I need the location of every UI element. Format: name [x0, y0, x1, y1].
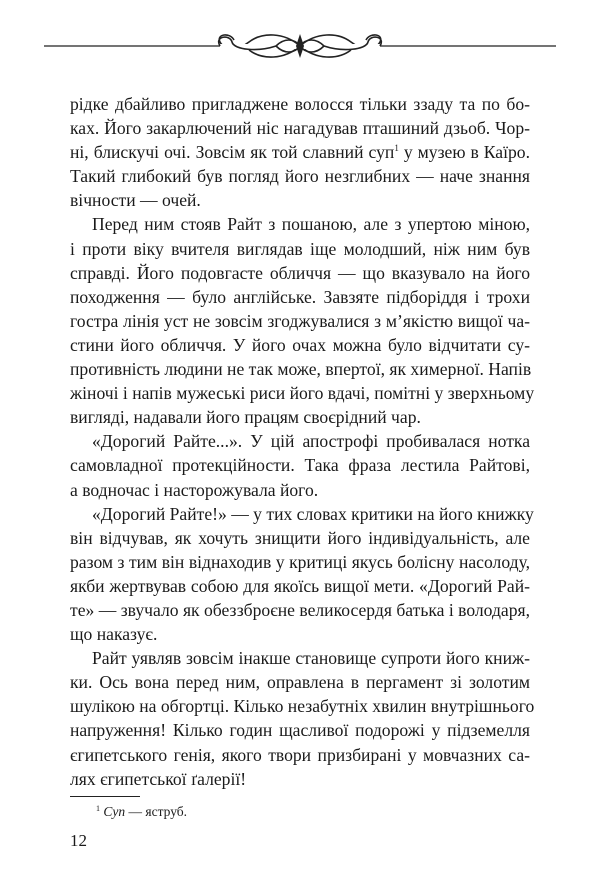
page-number: 12	[70, 831, 87, 850]
text-line: походження — було англійське. Завзяте підборіддя і трохи	[70, 286, 530, 307]
text-line: шулікою на обгортці. Кілько незабутніх хвилин внутрішнього	[70, 696, 535, 717]
paragraph	[70, 92, 530, 212]
text-line: ках. Його закарлючений ніс нагадував пташиний дзьоб. Чор-	[70, 118, 530, 139]
text-line: стини його обличчя. У його очах можна було відчитати су-	[70, 334, 530, 355]
header-ornament	[44, 28, 556, 64]
paragraph	[70, 502, 534, 647]
text-line: те» — звучало як обеззброєне великосердя батька і володаря,	[70, 599, 530, 620]
text-line: вигляді, надавали його працям своєрідний чар.	[70, 407, 421, 428]
text-segment: ні, блискучі очі. Зовсім як той славний суп	[70, 142, 395, 163]
text-line: Райт уявляв зовсім інакше становище супроти його книж-	[92, 648, 530, 669]
text-line: що наказує.	[70, 624, 158, 645]
footnote-mark: 1	[96, 804, 100, 813]
text-line: єгипетського генія, якого твори призбирані у мовчазних са-	[70, 744, 530, 765]
text-line: противність людини не так може, впертої, як химерної. Напів	[70, 359, 532, 380]
text-line: самовладної протекційности. Така фраза лестила Райтові,	[70, 455, 530, 476]
text-line	[70, 140, 530, 164]
text-line: жіночі і напів мужеські риси його вдачі, помітні у зверхньому	[70, 383, 535, 404]
text-line: гостра лінія уст не зовсім згоджувалися з м’якістю вищої ча-	[70, 310, 530, 331]
text-line: він відчував, як хочуть знищити його індивідуальність, але	[70, 527, 530, 548]
text-line: лях єгипетської ґалерії!	[70, 768, 247, 789]
text-line: ки. Ось вона перед ним, оправлена в пергамент зі золотим	[70, 672, 530, 693]
footnote-divider	[70, 796, 140, 797]
footnote-term: Суп	[103, 804, 126, 819]
text-line: разом з тим він віднаходив у критиці якусь болісну насолоду,	[70, 551, 530, 572]
text-line: «Дорогий Райте...». У цій апострофі пробивалася нотка	[92, 431, 530, 452]
paragraph	[70, 212, 535, 429]
text-line: і проти віку вчителя виглядав іще молодший, ніж ним був	[70, 238, 530, 259]
footnote	[96, 804, 187, 820]
text-line: якби жертвував собою для якоїсь вищої мети. «Дорогий Рай-	[70, 575, 530, 596]
paragraph	[70, 646, 535, 791]
text-line: вічности — очей.	[70, 190, 201, 211]
text-line: рідке дбайливо пригладжене волосся тільки ззаду та по бо-	[70, 94, 530, 114]
text-line: справді. Його подовгасте обличчя — що вказувало на його	[70, 262, 530, 283]
text-segment: у музею в Каїро.	[398, 142, 530, 163]
text-line: напруження! Кілько годин щасливої подорожі у підземелля	[70, 720, 530, 741]
text-line: Такий глибокий був погляд його незглибних — наче знання	[70, 166, 530, 187]
text-line: «Дорогий Райте!» — у тих словах критики на його книжку	[92, 503, 534, 524]
paragraph	[70, 429, 530, 501]
footnote-text: — яструб.	[125, 804, 188, 819]
text-line: Перед ним стояв Райт з пошаною, але з упертою міною,	[92, 214, 530, 235]
text-line: а водночас і насторожувала його.	[70, 479, 319, 500]
footnote-reference: 1	[394, 143, 399, 154]
body-text	[70, 92, 535, 791]
